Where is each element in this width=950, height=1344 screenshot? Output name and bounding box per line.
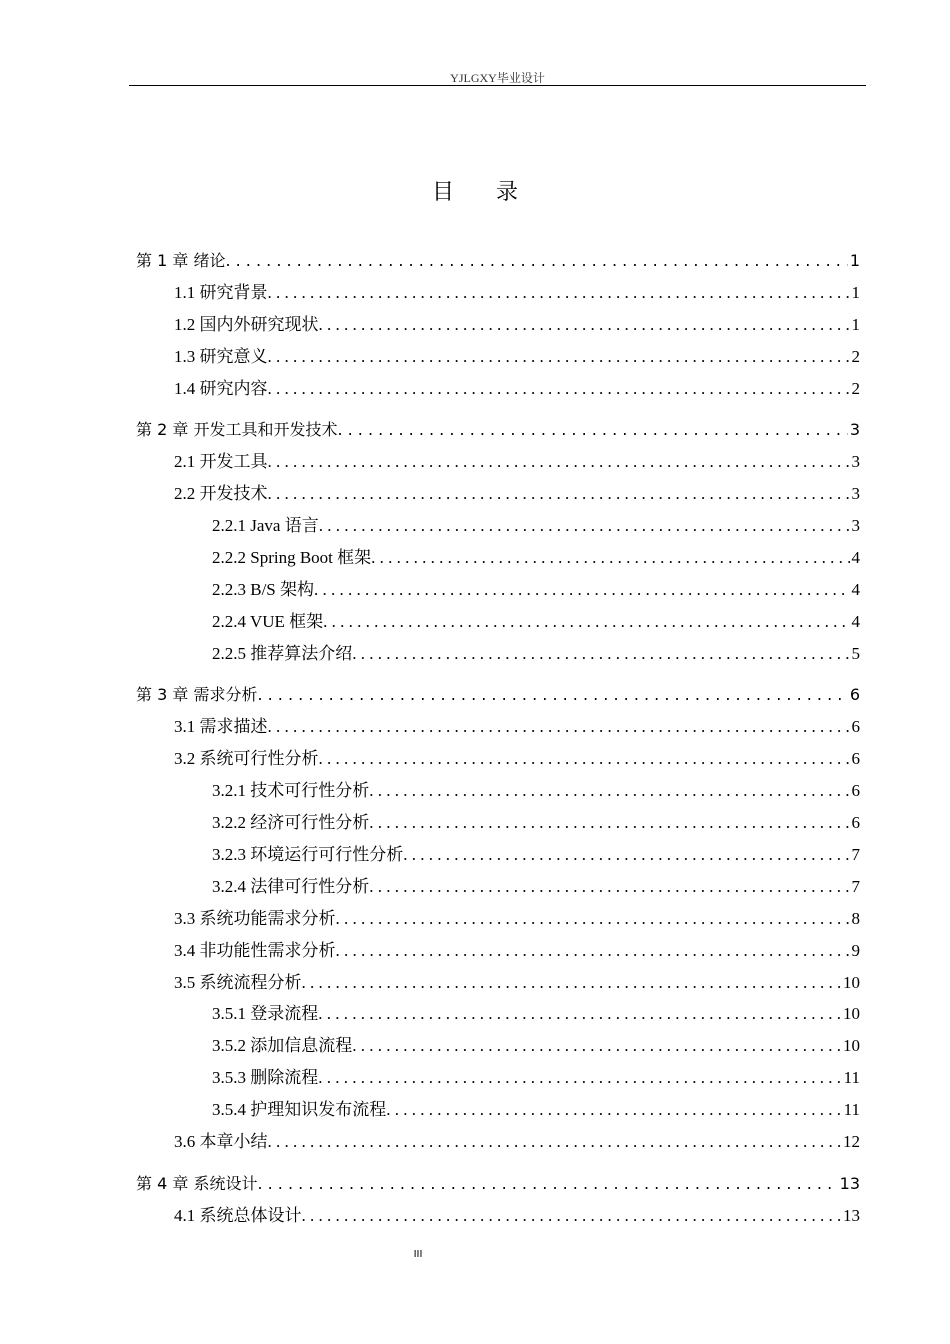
toc-entry-page: 5 [851,644,860,663]
toc-entry-label: 3.5.2 添加信息流程 [212,1036,353,1055]
toc-dot-leader [268,346,850,368]
toc-dot-leader [323,611,849,633]
toc-entry-page: 1 [851,283,860,302]
toc-entry-label: 3.6 本章小结 [174,1132,268,1151]
toc-dot-leader [319,314,850,336]
toc-entry-page: 10 [843,1004,860,1023]
toc-entry-label: 第 1 章 绪论 [136,251,226,270]
toc-section-entry[interactable] [212,1033,860,1057]
toc-entry-label: 2.2.3 B/S 架构 [212,580,315,599]
toc-chapter-entry[interactable] [136,248,860,272]
toc-title-part2: 录 [496,180,519,205]
toc-dot-leader [268,483,850,505]
toc-dot-leader [337,419,847,441]
toc-section-entry[interactable] [174,280,860,304]
toc-dot-leader [268,716,850,738]
toc-section-entry[interactable] [212,641,860,665]
toc-entry-label: 3.2.2 经济可行性分析 [212,813,370,832]
toc-entry-page: 3 [851,452,860,471]
toc-entry-label: 1.3 研究意义 [174,347,268,366]
toc-entry-label: 2.2 开发技术 [174,484,268,503]
toc-entry-page: 7 [851,877,860,896]
toc-entry-page: 3 [851,484,860,503]
toc-section-entry[interactable] [174,1129,860,1153]
toc-entry-label: 3.2.4 法律可行性分析 [212,877,370,896]
toc-chapter-entry[interactable] [136,417,860,441]
toc-dot-leader [369,876,849,898]
toc-entry-label: 3.5 系统流程分析 [174,973,302,992]
toc-section-entry[interactable] [212,513,860,537]
toc-entry-label: 3.2.3 环境运行可行性分析 [212,845,404,864]
toc-dot-leader [302,1205,842,1227]
toc-dot-leader [225,250,847,272]
toc-entry-page: 3 [851,516,860,535]
toc-dot-leader [268,282,850,304]
toc-entry-label: 2.2.2 Spring Boot 框架 [212,548,372,567]
toc-entry-page: 2 [851,347,860,366]
toc-entry-label: 2.1 开发工具 [174,452,268,471]
toc-dot-leader [369,812,849,834]
toc-section-entry[interactable] [174,714,860,738]
toc-dot-leader [318,1067,841,1089]
toc-entry-page: 10 [843,1036,860,1055]
toc-entry-page: 10 [843,973,860,992]
toc-entry-page: 9 [851,941,860,960]
page-header: YJLGXY毕业设计 [450,71,545,85]
toc-entry-label: 3.5.4 护理知识发布流程 [212,1100,387,1119]
toc-section-entry[interactable] [212,778,860,802]
toc-entry-label: 第 4 章 系统设计 [136,1174,258,1193]
toc-dot-leader [302,972,842,994]
toc-section-entry[interactable] [174,376,860,400]
toc-entry-label: 3.2.1 技术可行性分析 [212,781,370,800]
toc-dot-leader [257,684,847,706]
toc-entry-label: 1.2 国内外研究现状 [174,315,319,334]
toc-entry-page: 1 [851,315,860,334]
toc-entry-page: 11 [843,1068,860,1087]
toc-dot-leader [268,451,850,473]
toc-entry-page: 12 [843,1132,860,1151]
toc-entry-page: 4 [851,580,860,599]
toc-entry-page: 6 [851,781,860,800]
toc-section-entry[interactable] [212,1001,860,1025]
toc-chapter-entry[interactable] [136,1171,860,1195]
toc-entry-page: 11 [843,1100,860,1119]
toc-entry-page: 8 [851,909,860,928]
toc-title-part1: 目 [431,180,454,205]
toc-entry-page: 4 [851,612,860,631]
toc-section-entry[interactable] [212,874,860,898]
toc-entry-page: 4 [851,548,860,567]
toc-section-entry[interactable] [212,1097,860,1121]
toc-section-entry[interactable] [174,746,860,770]
toc-dot-leader [352,1035,841,1057]
toc-section-entry[interactable] [174,312,860,336]
toc-entry-page: 6 [851,813,860,832]
toc-entry-label: 1.4 研究内容 [174,379,268,398]
toc-entry-label: 3.5.3 删除流程 [212,1068,319,1087]
toc-entry-page: 6 [851,717,860,736]
toc-entry-label: 4.1 系统总体设计 [174,1206,302,1225]
toc-dot-leader [386,1099,841,1121]
toc-entry-label: 3.1 需求描述 [174,717,268,736]
toc-section-entry[interactable] [174,481,860,505]
toc-section-entry[interactable] [212,842,860,866]
toc-dot-leader [319,748,850,770]
toc-section-entry[interactable] [174,938,860,962]
toc-entry-label: 2.2.1 Java 语言 [212,516,319,535]
header-rule [129,85,866,86]
toc-dot-leader [268,378,850,400]
toc-entry-page: 1 [849,251,860,270]
toc-section-entry[interactable] [174,906,860,930]
toc-dot-leader [318,1003,841,1025]
toc-dot-leader [314,579,849,601]
toc-section-entry[interactable] [212,1065,860,1089]
toc-section-entry[interactable] [212,810,860,834]
toc-entry-label: 第 3 章 需求分析 [136,685,258,704]
toc-entry-page: 2 [851,379,860,398]
toc-section-entry[interactable] [174,1203,860,1227]
toc-chapter-entry[interactable] [136,682,860,706]
toc-entry-label: 2.2.5 推荐算法介绍 [212,644,353,663]
toc-entry-label: 3.5.1 登录流程 [212,1004,319,1023]
toc-entry-page: 13 [843,1206,860,1225]
toc-dot-leader [336,940,850,962]
toc-entry-page: 13 [839,1174,860,1193]
toc-entry-label: 2.2.4 VUE 框架 [212,612,324,631]
toc-entry-page: 7 [851,845,860,864]
toc-dot-leader [268,1131,842,1153]
page-number: III [413,1249,423,1260]
toc-dot-leader [257,1173,837,1195]
toc-entry-label: 3.2 系统可行性分析 [174,749,319,768]
toc-title [0,175,950,211]
toc-section-entry[interactable] [174,344,860,368]
toc-section-entry[interactable] [174,970,860,994]
toc-dot-leader [336,908,850,930]
toc-dot-leader [352,643,849,665]
toc-entry-label: 1.1 研究背景 [174,283,268,302]
toc-section-entry[interactable] [212,609,860,633]
toc-dot-leader [371,547,849,569]
toc-section-entry[interactable] [212,577,860,601]
toc-entry-page: 6 [851,749,860,768]
toc-dot-leader [403,844,849,866]
toc-dot-leader [369,780,849,802]
toc-entry-page: 6 [849,685,860,704]
toc-entry-page: 3 [849,420,860,439]
toc-entry-label: 第 2 章 开发工具和开发技术 [136,420,338,439]
toc-dot-leader [319,515,850,537]
toc-section-entry[interactable] [174,449,860,473]
toc-entry-label: 3.4 非功能性需求分析 [174,941,336,960]
toc-entry-label: 3.3 系统功能需求分析 [174,909,336,928]
toc-section-entry[interactable] [212,545,860,569]
